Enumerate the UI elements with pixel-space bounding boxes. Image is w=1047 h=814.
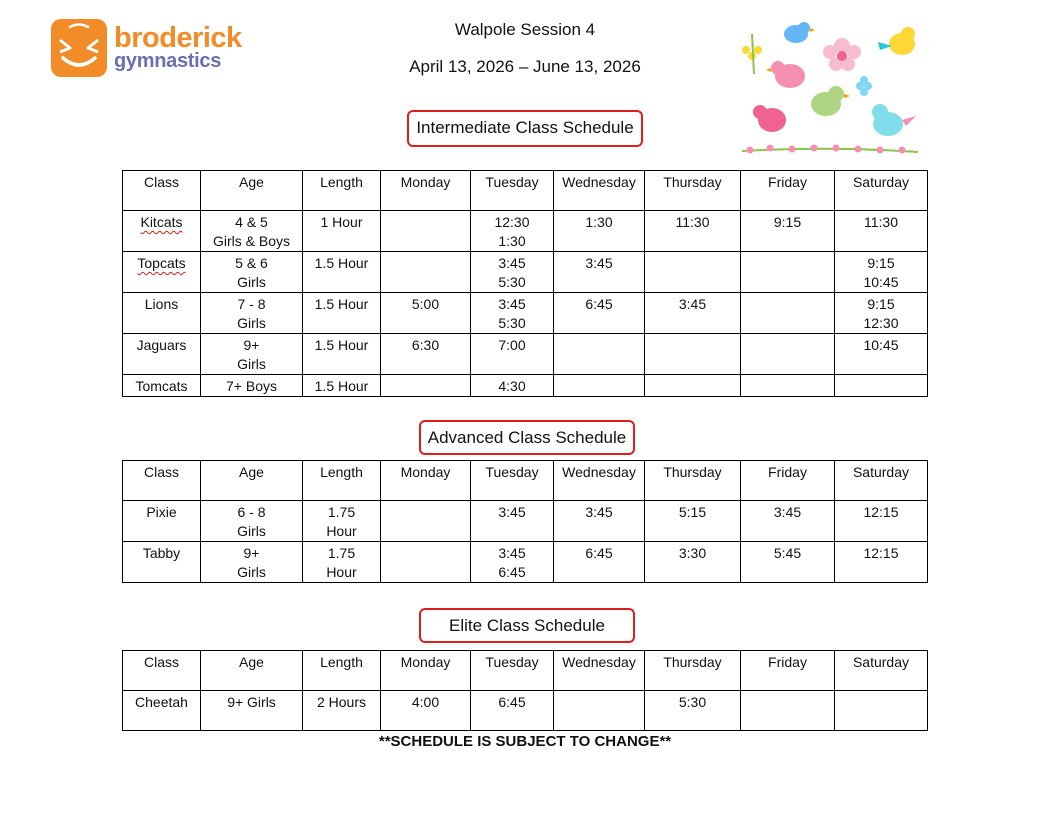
table-row: [123, 293, 928, 334]
logo-line1: broderick: [114, 22, 242, 54]
table-cell: 12:30 1:30: [471, 211, 554, 252]
table-cell: [741, 334, 835, 375]
table-row: [123, 691, 928, 731]
column-header: Class: [123, 651, 201, 691]
column-header: Class: [123, 171, 201, 211]
intermediate-title: Intermediate Class Schedule: [407, 110, 643, 147]
table-cell: 9+ Girls: [201, 542, 303, 583]
table-cell: 3:45 5:30: [471, 293, 554, 334]
table-cell: 10:45: [835, 334, 928, 375]
table-cell: [554, 691, 645, 731]
table-cell: [835, 375, 928, 397]
column-header: Age: [201, 171, 303, 211]
table-cell: 6:45: [554, 293, 645, 334]
class-name-cell: Pixie: [123, 501, 201, 542]
table-cell: [645, 375, 741, 397]
table-cell: 4 & 5 Girls & Boys: [201, 211, 303, 252]
table-cell: 9:15 12:30: [835, 293, 928, 334]
table-cell: 9:15 10:45: [835, 252, 928, 293]
column-header: Monday: [381, 651, 471, 691]
column-header: Wednesday: [554, 171, 645, 211]
table-cell: 1.5 Hour: [303, 293, 381, 334]
column-header: Saturday: [835, 651, 928, 691]
table-cell: 9:15: [741, 211, 835, 252]
table-cell: 5:30: [645, 691, 741, 731]
table-cell: 9+ Girls: [201, 691, 303, 731]
table-cell: 1 Hour: [303, 211, 381, 252]
table-cell: [645, 334, 741, 375]
table-cell: [381, 501, 471, 542]
column-header: Thursday: [645, 461, 741, 501]
column-header: Monday: [381, 461, 471, 501]
table-cell: 5:45: [741, 542, 835, 583]
birds-decoration-icon: [738, 14, 922, 164]
table-row: [123, 542, 928, 583]
table-cell: 6 - 8 Girls: [201, 501, 303, 542]
column-header: Length: [303, 171, 381, 211]
table-cell: 5 & 6 Girls: [201, 252, 303, 293]
column-header: Age: [201, 651, 303, 691]
table-row: [123, 252, 928, 293]
column-header: Wednesday: [554, 461, 645, 501]
advanced-schedule-table: [122, 460, 928, 583]
table-cell: [645, 252, 741, 293]
table-cell: 1:30: [554, 211, 645, 252]
table-cell: 3:45: [645, 293, 741, 334]
table-cell: [741, 375, 835, 397]
table-cell: 6:45: [554, 542, 645, 583]
header-row: [123, 651, 928, 691]
column-header: Monday: [381, 171, 471, 211]
column-header: Length: [303, 461, 381, 501]
table-cell: 3:45 5:30: [471, 252, 554, 293]
table-row: [123, 501, 928, 542]
table-cell: 7+ Boys: [201, 375, 303, 397]
class-name-cell: Cheetah: [123, 691, 201, 731]
table-cell: 12:15: [835, 501, 928, 542]
column-header: Friday: [741, 171, 835, 211]
table-cell: [554, 334, 645, 375]
header-row: [123, 461, 928, 501]
table-cell: 2 Hours: [303, 691, 381, 731]
table-cell: [554, 375, 645, 397]
table-cell: 3:45: [554, 501, 645, 542]
elite-title: Elite Class Schedule: [419, 608, 635, 643]
table-cell: [381, 211, 471, 252]
table-row: [123, 211, 928, 252]
table-cell: 12:15: [835, 542, 928, 583]
table-cell: 4:30: [471, 375, 554, 397]
class-name-cell: Tomcats: [123, 375, 201, 397]
column-header: Wednesday: [554, 651, 645, 691]
table-cell: 3:45: [554, 252, 645, 293]
class-name-cell: Topcats: [123, 252, 201, 293]
header-row: [123, 171, 928, 211]
column-header: Saturday: [835, 461, 928, 501]
table-cell: 1.5 Hour: [303, 334, 381, 375]
table-cell: 1.5 Hour: [303, 252, 381, 293]
logo-line2: gymnastics: [114, 50, 222, 72]
table-cell: 11:30: [645, 211, 741, 252]
table-cell: 7:00: [471, 334, 554, 375]
table-cell: 5:00: [381, 293, 471, 334]
advanced-title: Advanced Class Schedule: [419, 420, 635, 455]
table-cell: [741, 252, 835, 293]
table-cell: 1.5 Hour: [303, 375, 381, 397]
table-cell: [381, 542, 471, 583]
table-cell: 7 - 8 Girls: [201, 293, 303, 334]
table-cell: [835, 691, 928, 731]
schedule-disclaimer: **SCHEDULE IS SUBJECT TO CHANGE**: [378, 733, 672, 750]
table-cell: [381, 252, 471, 293]
table-cell: 4:00: [381, 691, 471, 731]
intermediate-schedule-table: [122, 170, 928, 397]
session-dates: April 13, 2026 – June 13, 2026: [409, 57, 641, 76]
column-header: Class: [123, 461, 201, 501]
column-header: Tuesday: [471, 171, 554, 211]
table-cell: 3:45: [471, 501, 554, 542]
class-name-cell: Lions: [123, 293, 201, 334]
column-header: Thursday: [645, 651, 741, 691]
column-header: Length: [303, 651, 381, 691]
column-header: Saturday: [835, 171, 928, 211]
table-cell: 1.75 Hour: [303, 501, 381, 542]
table-cell: 3:30: [645, 542, 741, 583]
class-name-cell: Jaguars: [123, 334, 201, 375]
table-cell: 6:30: [381, 334, 471, 375]
session-title: Walpole Session 4: [454, 20, 596, 39]
table-cell: 9+ Girls: [201, 334, 303, 375]
table-cell: 11:30: [835, 211, 928, 252]
table-row: [123, 334, 928, 375]
table-cell: [381, 375, 471, 397]
table-cell: 6:45: [471, 691, 554, 731]
table-cell: 1.75 Hour: [303, 542, 381, 583]
table-row: [123, 375, 928, 397]
table-cell: [741, 293, 835, 334]
table-cell: [741, 691, 835, 731]
column-header: Tuesday: [471, 651, 554, 691]
column-header: Tuesday: [471, 461, 554, 501]
column-header: Friday: [741, 461, 835, 501]
table-cell: 3:45: [741, 501, 835, 542]
table-cell: 3:45 6:45: [471, 542, 554, 583]
elite-schedule-table: [122, 650, 928, 731]
column-header: Age: [201, 461, 303, 501]
column-header: Thursday: [645, 171, 741, 211]
class-name-cell: Kitcats: [123, 211, 201, 252]
table-cell: 5:15: [645, 501, 741, 542]
class-name-cell: Tabby: [123, 542, 201, 583]
column-header: Friday: [741, 651, 835, 691]
